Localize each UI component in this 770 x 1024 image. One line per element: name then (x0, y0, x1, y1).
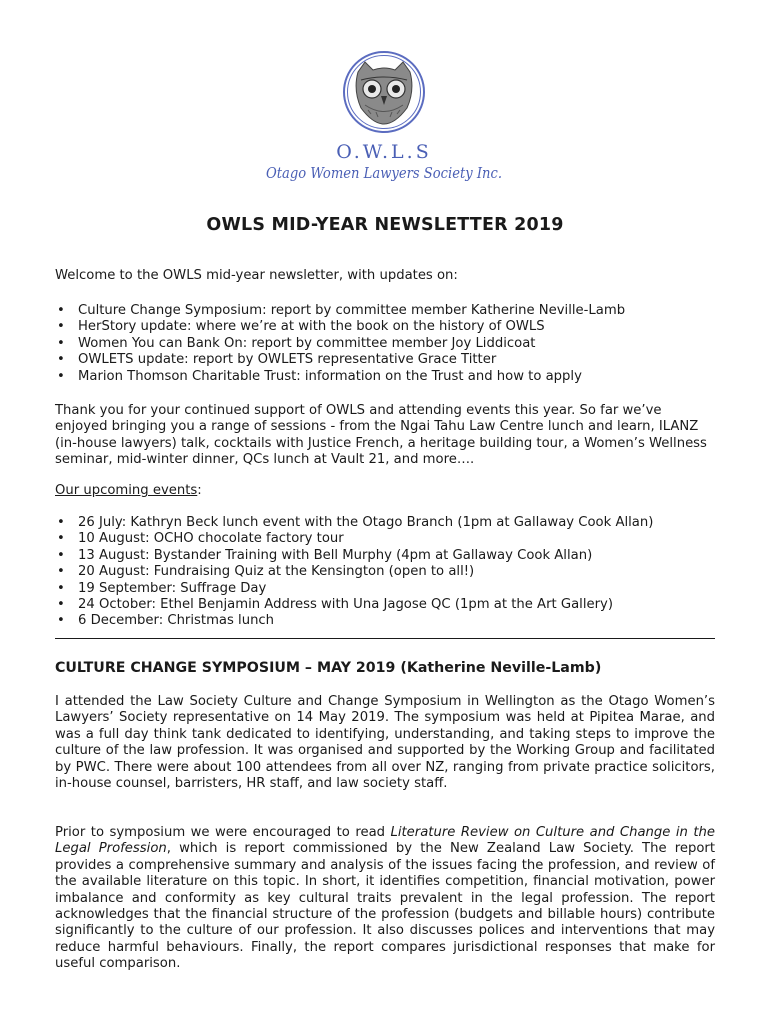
updates-list (55, 303, 725, 385)
list-item: • 6 December: Christmas lunch (55, 613, 725, 629)
para2-rest: , which is report commissioned by the New Zealand Law Society. The report provides a comprehensive summary and analysis of the issues facing the profession, and review of the available literature on this topic. In short, it identifies competition, financial motivation, power imbalance and conformity as key cultural traits prevalent in the legal profession. The report acknowledges that the financial structure of the profession (budgets and billable hours) contribute significantly to the culture of our profession. It also discusses polices and interventions that may reduce harmful behaviours. Finally, the report compares jurisdictional responses that make for useful comparison. (55, 841, 715, 972)
section-divider (55, 638, 715, 639)
list-item: • OWLETS update: report by OWLETS representative Grace Titter (55, 352, 725, 368)
report-title: Literature Review on Culture and Change in the Legal Profession (55, 825, 715, 857)
thanks-paragraph: Thank you for your continued support of OWLS and attending events this year. So far we’ve enjoyed bringing you a range of sessions - from the Ngai Tahu Law Centre lunch and learn, ILANZ (in-house lawyers) talk, cocktails with Justice French, a heritage building tour, a Women’s Wellness seminar, mid-winter dinner, QCs lunch at Vault 21, and more…. (55, 403, 707, 468)
list-item: • Women You can Bank On: report by committee member Joy Liddicoat (55, 336, 725, 352)
intro-text: Welcome to the OWLS mid-year newsletter, with updates on: (55, 268, 458, 283)
list-item: • HerStory update: where we’re at with the book on the history of OWLS (55, 319, 725, 335)
list-item: • 26 July: Kathryn Beck lunch event with the Otago Branch (1pm at Gallaway Cook Allan) (55, 515, 725, 531)
list-item: • 20 August: Fundraising Quiz at the Kensington (open to all!) (55, 564, 725, 580)
symposium-paragraph-1: I attended the Law Society Culture and Change Symposium in Wellington as the Otago Women’s Lawyers’ Society representative on 14 May 2019. The symposium was held at Pipitea Marae, and was a full day think tank dedicated to identifying, understanding, and taking steps to improve the culture of the law profession. It was organised and supported by the Working Group and facilitated by PWC. There were about 100 attendees from all over NZ, ranging from private practice solicitors, in-house counsel, barristers, HR staff, and law society staff. (55, 694, 715, 792)
logo-society-name: Otago Women Lawyers Society Inc. (266, 164, 502, 182)
owls-logo (255, 50, 515, 185)
owl-emblem-icon (255, 50, 515, 185)
list-item: • Culture Change Symposium: report by committee member Katherine Neville-Lamb (55, 303, 725, 319)
list-item: • 24 October: Ethel Benjamin Address with Una Jagose QC (1pm at the Art Gallery) (55, 597, 725, 613)
list-item: • 13 August: Bystander Training with Bell Murphy (4pm at Gallaway Cook Allan) (55, 548, 725, 564)
symposium-paragraph-2 (55, 825, 715, 973)
list-item: • 10 August: OCHO chocolate factory tour (55, 531, 725, 547)
events-heading-label: Our upcoming events (55, 483, 198, 498)
newsletter-title: OWLS MID-YEAR NEWSLETTER 2019 (206, 215, 564, 235)
events-heading-colon: : (197, 483, 202, 498)
events-heading (55, 483, 715, 499)
logo-initials: O.W.L.S (336, 141, 432, 163)
para2-start: Prior to symposium we were encouraged to read (55, 825, 391, 840)
list-item: • 19 September: Suffrage Day (55, 581, 725, 597)
events-list (55, 515, 725, 630)
section-heading: CULTURE CHANGE SYMPOSIUM – MAY 2019 (Katherine Neville-Lamb) (55, 660, 602, 676)
list-item: • Marion Thomson Charitable Trust: information on the Trust and how to apply (55, 369, 725, 385)
